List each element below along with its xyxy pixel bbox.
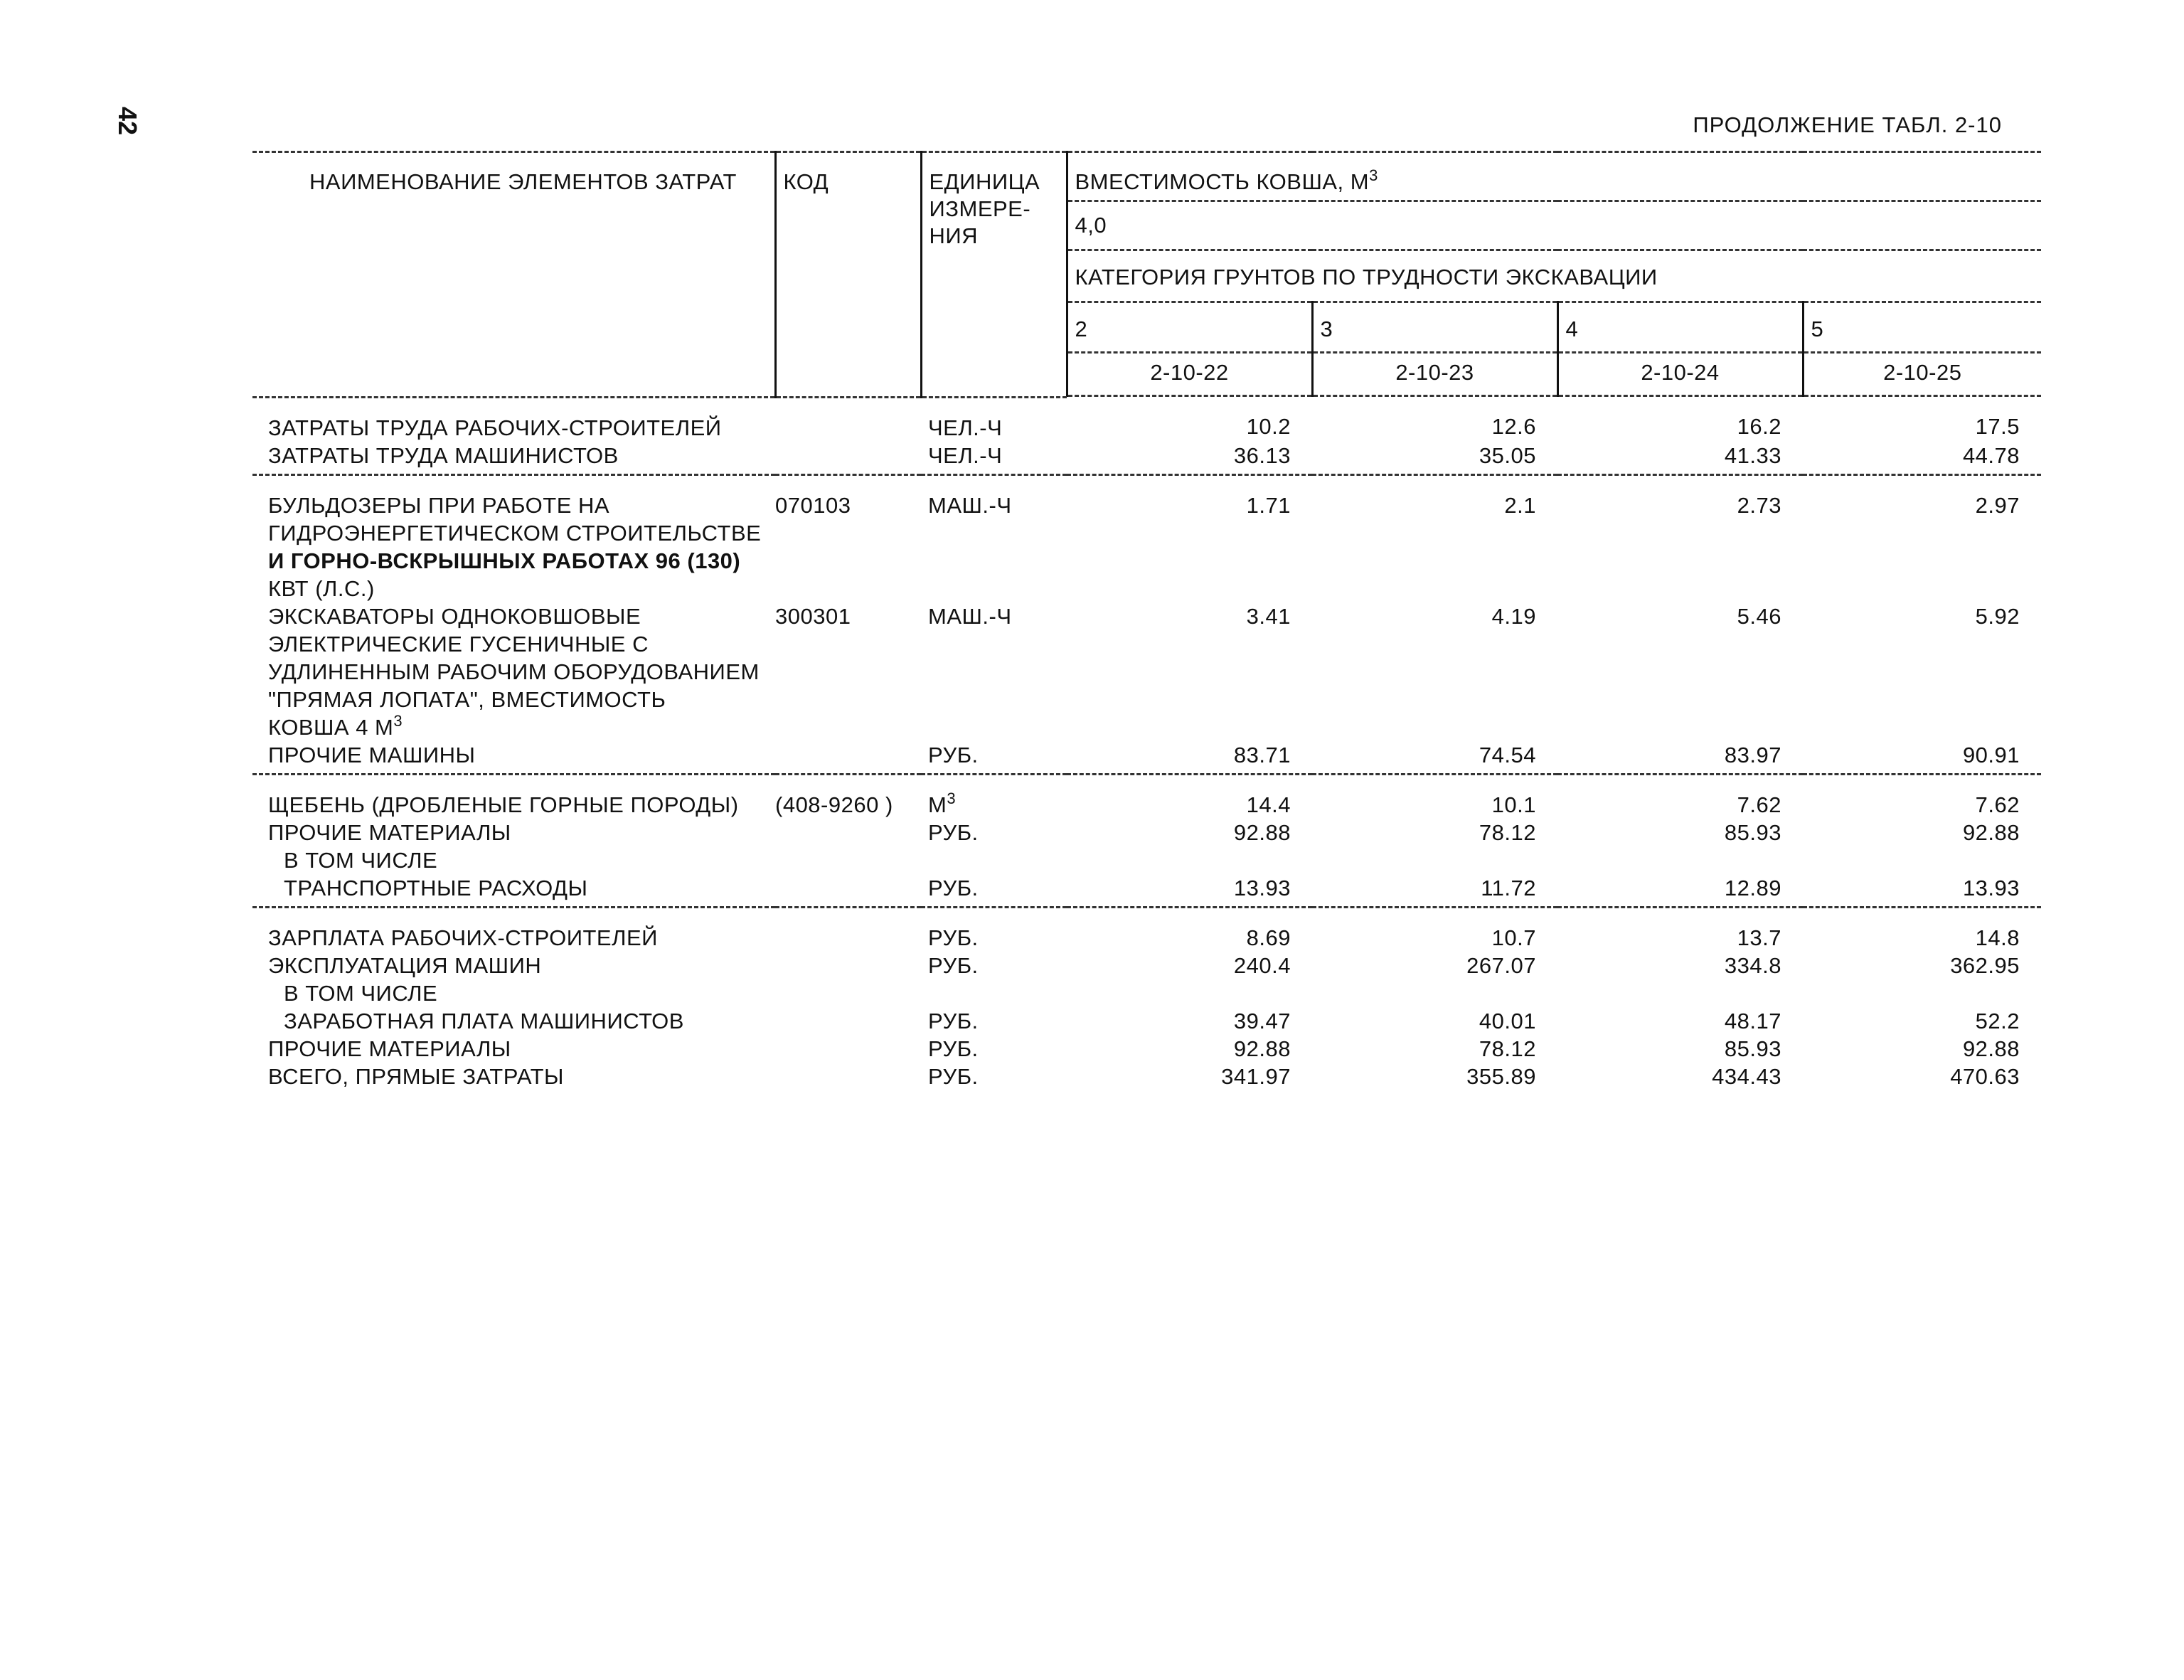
table-continuation-title: ПРОДОЛЖЕНИЕ ТАБЛ. 2-10 bbox=[1693, 112, 2002, 137]
table-row bbox=[252, 907, 2041, 952]
row-code bbox=[775, 874, 921, 908]
row-value: 2.97 bbox=[1975, 492, 2020, 518]
row-value: 85.93 bbox=[1724, 819, 1781, 845]
bulldozer-line: КВТ (Л.С.) bbox=[268, 575, 375, 601]
excavator-line-last bbox=[268, 713, 775, 741]
table-row bbox=[252, 442, 2041, 475]
row-value: 92.88 bbox=[1233, 1036, 1291, 1061]
table-row bbox=[252, 846, 2041, 874]
row-unit-sup: 3 bbox=[947, 789, 957, 807]
row-value: 5.92 bbox=[1975, 603, 2020, 629]
header-code: КОД bbox=[775, 152, 921, 398]
header-name: НАИМЕНОВАНИЕ ЭЛЕМЕНТОВ ЗАТРАТ bbox=[252, 152, 775, 398]
row-value: 41.33 bbox=[1724, 442, 1781, 468]
row-value: 35.05 bbox=[1479, 442, 1536, 468]
header-category-4: 4 bbox=[1557, 302, 1803, 353]
row-name: ПРОЧИЕ МАШИНЫ bbox=[268, 742, 476, 767]
row-code bbox=[775, 819, 921, 846]
page-number: 42 bbox=[113, 107, 142, 136]
table-row bbox=[252, 874, 2041, 908]
row-value: 11.72 bbox=[1481, 875, 1536, 900]
table-row bbox=[252, 474, 2041, 602]
row-unit: РУБ. bbox=[928, 1008, 979, 1033]
row-unit: РУБ. bbox=[928, 819, 979, 845]
bulldozer-line: И ГОРНО-ВСКРЫШНЫХ РАБОТАХ 96 (130) bbox=[268, 548, 741, 573]
row-name: ПРОЧИЕ МАТЕРИАЛЫ bbox=[268, 819, 511, 845]
row-value: 10.2 bbox=[1246, 414, 1291, 439]
row-value: 78.12 bbox=[1479, 819, 1536, 845]
row-value: 12.6 bbox=[1491, 414, 1536, 439]
table-row bbox=[252, 1063, 2041, 1090]
row-unit-text: М bbox=[928, 792, 947, 817]
row-name: ПРОЧИЕ МАТЕРИАЛЫ bbox=[268, 1036, 511, 1061]
row-unit: РУБ. bbox=[928, 952, 979, 978]
row-value: 74.54 bbox=[1479, 742, 1536, 767]
row-code bbox=[775, 741, 921, 775]
row-value: 44.78 bbox=[1962, 442, 2020, 468]
cost-table bbox=[252, 151, 2041, 1090]
row-code: 070103 bbox=[775, 492, 851, 518]
row-value: 48.17 bbox=[1724, 1008, 1781, 1033]
row-name: ЗАРПЛАТА РАБОЧИХ-СТРОИТЕЛЕЙ bbox=[268, 925, 658, 950]
row-value: 16.2 bbox=[1737, 414, 1781, 439]
row-value: 10.7 bbox=[1491, 925, 1536, 950]
row-value: 40.01 bbox=[1479, 1008, 1536, 1033]
row-value: 1.71 bbox=[1246, 492, 1291, 518]
row-value: 3.41 bbox=[1246, 603, 1291, 629]
row-unit: РУБ. bbox=[928, 925, 979, 950]
row-unit: МАШ.-Ч bbox=[928, 492, 1012, 518]
excavator-line: "ПРЯМАЯ ЛОПАТА", ВМЕСТИМОСТЬ bbox=[268, 686, 666, 712]
row-unit: РУБ. bbox=[928, 875, 979, 900]
row-value: 13.7 bbox=[1737, 925, 1781, 950]
row-value: 13.93 bbox=[1962, 875, 2020, 900]
header-category: КАТЕГОРИЯ ГРУНТОВ ПО ТРУДНОСТИ ЭКСКАВАЦИИ bbox=[1067, 250, 2041, 302]
header-capacity bbox=[1067, 152, 2041, 201]
row-value: 92.88 bbox=[1962, 819, 2020, 845]
header-code-2-10-24: 2-10-24 bbox=[1557, 353, 1803, 396]
excavator-sup: 3 bbox=[393, 711, 403, 730]
row-value: 13.93 bbox=[1233, 875, 1291, 900]
row-value: 14.4 bbox=[1246, 792, 1291, 817]
row-unit: МАШ.-Ч bbox=[928, 603, 1012, 629]
row-unit: РУБ. bbox=[928, 742, 979, 767]
row-code bbox=[775, 397, 921, 442]
row-value: 7.62 bbox=[1737, 792, 1781, 817]
row-name: ЗАТРАТЫ ТРУДА МАШИНИСТОВ bbox=[268, 442, 619, 468]
row-value: 36.13 bbox=[1233, 442, 1291, 468]
row-value: 470.63 bbox=[1950, 1063, 2020, 1089]
excavator-line: КОВША 4 М bbox=[268, 714, 394, 740]
header-category-2: 2 bbox=[1067, 302, 1312, 353]
row-value: 2.73 bbox=[1737, 492, 1781, 518]
table-row bbox=[252, 952, 2041, 979]
table-row bbox=[252, 979, 2041, 1007]
row-value: 240.4 bbox=[1233, 952, 1291, 978]
table-row bbox=[252, 397, 2041, 442]
row-name: В ТОМ ЧИСЛЕ bbox=[284, 980, 438, 1006]
excavator-line: ЭЛЕКТРИЧЕСКИЕ ГУСЕНИЧНЫЕ С bbox=[268, 631, 649, 656]
row-unit: РУБ. bbox=[928, 1063, 979, 1089]
row-value: 355.89 bbox=[1466, 1063, 1536, 1089]
header-capacity-label: ВМЕСТИМОСТЬ КОВША, М bbox=[1075, 169, 1370, 194]
table-row bbox=[252, 774, 2041, 819]
row-value: 92.88 bbox=[1962, 1036, 2020, 1061]
row-value: 434.43 bbox=[1712, 1063, 1781, 1089]
row-value: 14.8 bbox=[1975, 925, 2020, 950]
header-capacity-sup: 3 bbox=[1369, 166, 1378, 184]
row-unit: ЧЕЛ.-Ч bbox=[928, 442, 1003, 468]
row-name: ВСЕГО, ПРЯМЫЕ ЗАТРАТЫ bbox=[268, 1063, 564, 1089]
header-capacity-value: 4,0 bbox=[1067, 201, 2041, 250]
row-value: 90.91 bbox=[1962, 742, 2020, 767]
excavator-line: УДЛИНЕННЫМ РАБОЧИМ ОБОРУДОВАНИЕМ bbox=[268, 659, 760, 684]
header-code-2-10-23: 2-10-23 bbox=[1312, 353, 1557, 396]
row-name: ЭКСПЛУАТАЦИЯ МАШИН bbox=[268, 952, 542, 978]
header-unit bbox=[921, 152, 1067, 398]
row-value: 2.1 bbox=[1504, 492, 1536, 518]
row-value: 334.8 bbox=[1724, 952, 1781, 978]
table-row bbox=[252, 741, 2041, 775]
row-name bbox=[252, 602, 775, 741]
row-value: 92.88 bbox=[1233, 819, 1291, 845]
row-value: 12.89 bbox=[1724, 875, 1781, 900]
table-row bbox=[252, 1035, 2041, 1063]
bulldozer-line: ГИДРОЭНЕРГЕТИЧЕСКОМ СТРОИТЕЛЬСТВЕ bbox=[268, 520, 762, 546]
excavator-line: ЭКСКАВАТОРЫ ОДНОКОВШОВЫЕ bbox=[268, 603, 641, 629]
row-unit: РУБ. bbox=[928, 1036, 979, 1061]
header-category-5: 5 bbox=[1803, 302, 2041, 353]
row-name: ТРАНСПОРТНЫЕ РАСХОДЫ bbox=[284, 875, 588, 900]
row-value: 7.62 bbox=[1975, 792, 2020, 817]
row-value: 17.5 bbox=[1975, 414, 2020, 439]
row-name: ЗАРАБОТНАЯ ПЛАТА МАШИНИСТОВ bbox=[284, 1008, 684, 1033]
header-code-2-10-25: 2-10-25 bbox=[1803, 353, 2041, 396]
row-unit bbox=[921, 774, 1067, 819]
bulldozer-line: БУЛЬДОЗЕРЫ ПРИ РАБОТЕ НА bbox=[268, 492, 610, 518]
header-unit-line1: ЕДИНИЦА bbox=[929, 169, 1040, 194]
row-value: 83.71 bbox=[1233, 742, 1291, 767]
row-value: 78.12 bbox=[1479, 1036, 1536, 1061]
table-row bbox=[252, 1007, 2041, 1035]
row-unit: ЧЕЛ.-Ч bbox=[928, 415, 1003, 440]
row-code bbox=[775, 442, 921, 475]
row-name bbox=[252, 474, 775, 602]
header-unit-line3: НИЯ bbox=[929, 223, 979, 248]
row-name: ЩЕБЕНЬ (ДРОБЛЕНЫЕ ГОРНЫЕ ПОРОДЫ) bbox=[268, 792, 739, 817]
row-value: 85.93 bbox=[1724, 1036, 1781, 1061]
row-name: В ТОМ ЧИСЛЕ bbox=[284, 847, 438, 873]
row-code: 300301 bbox=[775, 603, 851, 629]
row-value: 10.1 bbox=[1491, 792, 1536, 817]
row-name: ЗАТРАТЫ ТРУДА РАБОЧИХ-СТРОИТЕЛЕЙ bbox=[268, 415, 722, 440]
table-row bbox=[252, 819, 2041, 846]
row-value: 5.46 bbox=[1737, 603, 1781, 629]
row-value: 267.07 bbox=[1466, 952, 1536, 978]
header-category-3: 3 bbox=[1312, 302, 1557, 353]
row-value: 39.47 bbox=[1233, 1008, 1291, 1033]
row-value: 341.97 bbox=[1221, 1063, 1291, 1089]
row-value: 4.19 bbox=[1491, 603, 1536, 629]
header-unit-line2: ИЗМЕРЕ- bbox=[929, 196, 1031, 221]
row-value: 8.69 bbox=[1246, 925, 1291, 950]
row-value: 83.97 bbox=[1724, 742, 1781, 767]
row-value: 362.95 bbox=[1950, 952, 2020, 978]
row-value: 52.2 bbox=[1975, 1008, 2020, 1033]
table-row bbox=[252, 602, 2041, 741]
row-code: (408-9260 ) bbox=[775, 792, 893, 817]
header-code-2-10-22: 2-10-22 bbox=[1067, 353, 1312, 396]
